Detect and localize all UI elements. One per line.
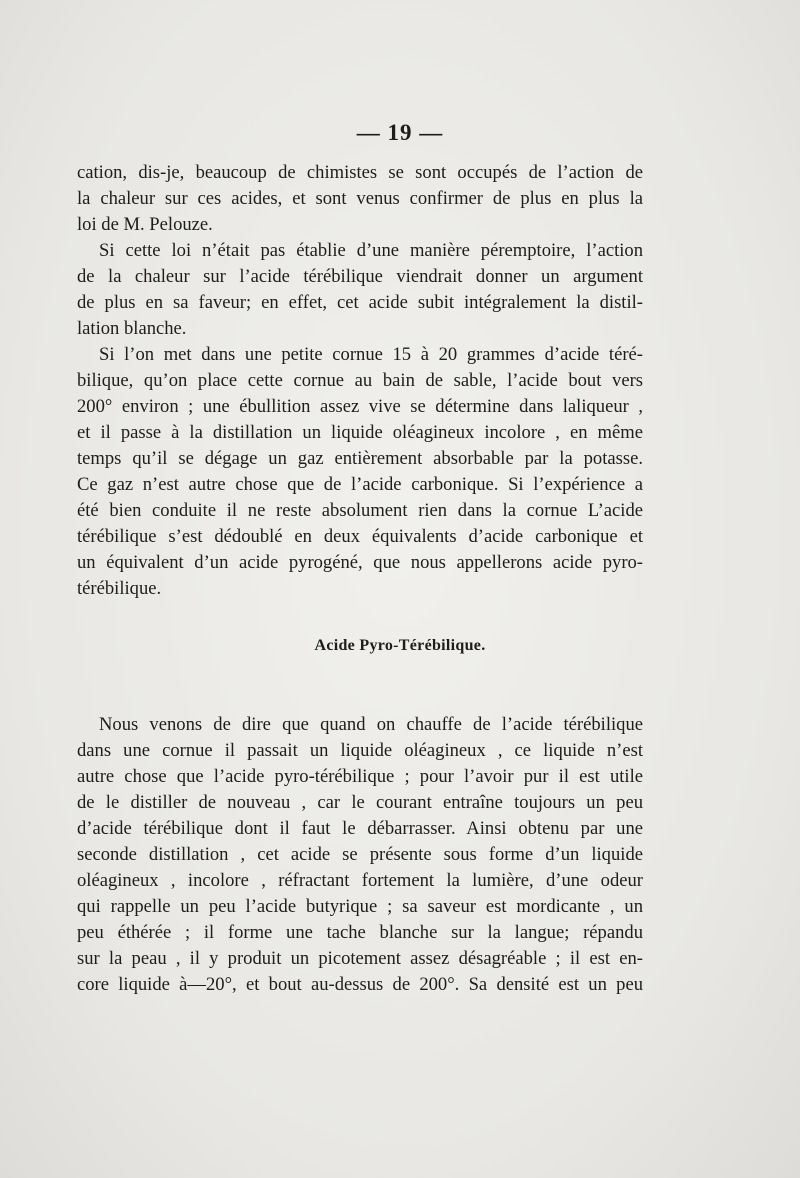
text-line: de plus en sa faveur; en effet, cet acide subit intégralement la distil- xyxy=(77,292,643,313)
text-line: loi de M. Pelouze. xyxy=(77,214,213,235)
text-line: la chaleur sur ces acides, et sont venus confirmer de plus en plus la xyxy=(77,188,643,209)
text-line: été bien conduite il ne reste absolument rien dans la cornue L’acide xyxy=(77,500,643,521)
text-line: lation blanche. xyxy=(77,318,187,339)
section-heading: Acide Pyro-Térébilique. xyxy=(314,637,486,654)
text-line: térébilique s’est dédoublé en deux équivalents d’acide carbonique et xyxy=(77,526,643,547)
text-line: qui rappelle un peu l’acide butyrique ; sa saveur est mordicante , un xyxy=(77,896,643,917)
text-line: seconde distillation , cet acide se présente sous forme d’un liquide xyxy=(77,844,643,865)
text-line: térébilique. xyxy=(77,578,162,599)
text-line: sur la peau , il y produit un picotement assez désagréable ; il est en- xyxy=(77,948,643,969)
text-line: de la chaleur sur l’acide térébilique viendrait donner un argument xyxy=(77,266,643,287)
page-number: — 19 — xyxy=(356,120,444,145)
text-line: autre chose que l’acide pyro-térébilique ; pour l’avoir pur il est utile xyxy=(77,766,643,787)
text-line: Nous venons de dire que quand on chauffe de l’acide térébilique xyxy=(99,714,643,735)
text-line: un équivalent d’un acide pyrogéné, que nous appellerons acide pyro- xyxy=(77,552,643,573)
text-line: de le distiller de nouveau , car le courant entraîne toujours un peu xyxy=(77,792,643,813)
text-line: bilique, qu’on place cette cornue au bain de sable, l’acide bout vers xyxy=(77,370,643,391)
text-line: et il passe à la distillation un liquide oléagineux incolore , en même xyxy=(77,422,643,443)
text-line: d’acide térébilique dont il faut le débarrasser. Ainsi obtenu par une xyxy=(77,818,643,839)
text-line: temps qu’il se dégage un gaz entièrement absorbable par la potasse. xyxy=(77,448,643,469)
text-line: Si cette loi n’était pas établie d’une manière péremptoire, l’action xyxy=(99,240,643,261)
text-line: dans une cornue il passait un liquide oléagineux , ce liquide n’est xyxy=(77,740,643,761)
text-line: Si l’on met dans une petite cornue 15 à 20 grammes d’acide téré- xyxy=(99,344,643,365)
text-line: cation, dis-je, beaucoup de chimistes se sont occupés de l’action de xyxy=(77,162,643,183)
text-line: oléagineux , incolore , réfractant fortement la lumière, d’une odeur xyxy=(77,870,643,891)
text-line: 200° environ ; une ébullition assez vive se détermine dans laliqueur , xyxy=(77,396,643,417)
text-line: peu éthérée ; il forme une tache blanche sur la langue; répandu xyxy=(77,922,643,943)
text-line: core liquide à—20°, et bout au-dessus de 200°. Sa densité est un peu xyxy=(77,974,643,995)
text-line: Ce gaz n’est autre chose que de l’acide carbonique. Si l’expérience a xyxy=(77,474,643,495)
